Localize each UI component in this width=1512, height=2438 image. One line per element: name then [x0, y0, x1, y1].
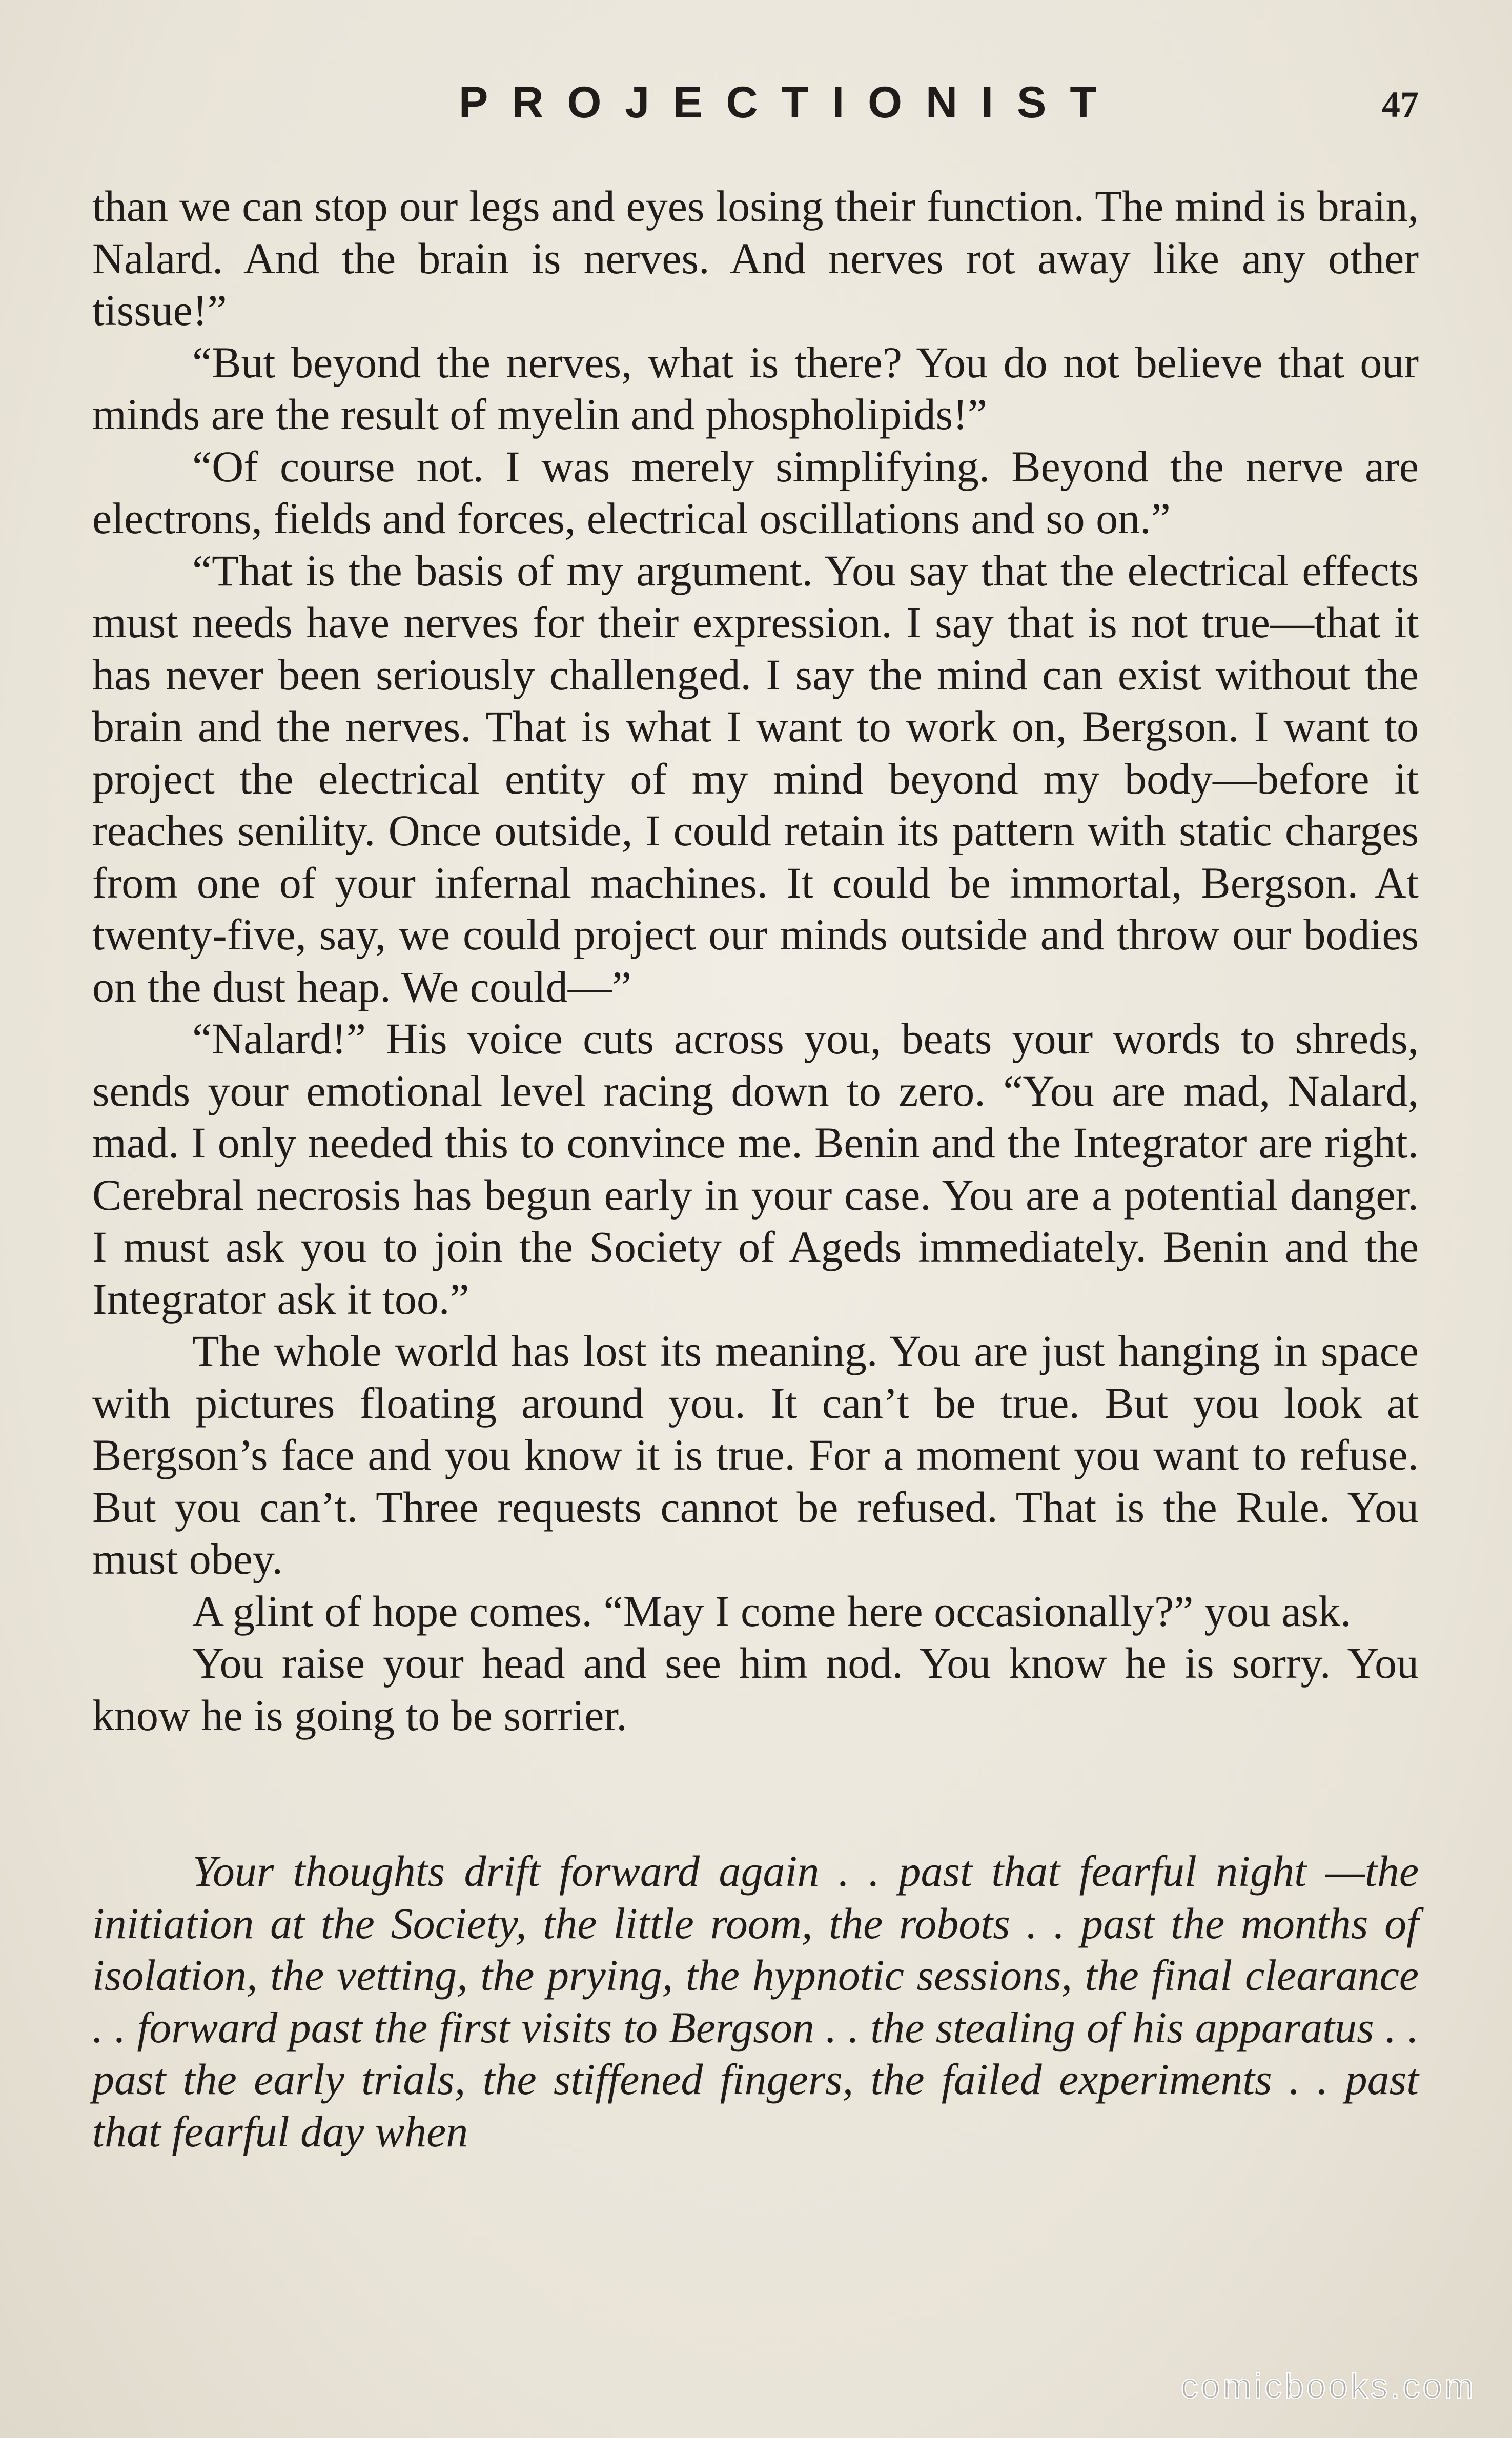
- paragraph-8: You raise your head and see him nod. You know he is sorry. You know he is going to be sorrier.: [92, 1638, 1419, 1740]
- paragraph-3: “Of course not. I was merely simplifying. Beyond the nerve are electrons, fields and forces, electrical oscillations and so on.”: [92, 441, 1419, 543]
- body-text: [92, 180, 1419, 2158]
- section-break: [92, 1741, 1419, 1845]
- page-header: [0, 77, 1512, 133]
- paragraph-4: “That is the basis of my argument. You say that the electrical effects must needs have nerves for their expression. I say that is not true—that it has never been seriously challenged. I say the mind can exist without the brain and the nerves. That is what I want to work on, Bergson. I want to project the electrical entity of my mind beyond my body—before it reaches senility. Once outside, I could retain its pattern with static charges from one of your infernal machines. It could be immortal, Bergson. At twenty-five, say, we could project our minds outside and throw our bodies on the dust heap. We could—”: [92, 545, 1419, 1011]
- paragraph-5: “Nalard!” His voice cuts across you, beats your words to shreds, sends your emotional level racing down to zero. “You are mad, Nalard, mad. I only needed this to convince me. Benin and the Integrator are right. Cerebral necrosis has begun early in your case. You are a potential danger. I must ask you to join the Society of Ageds immediately. Benin and the Integrator ask it too.”: [92, 1014, 1419, 1324]
- paragraph-7: A glint of hope comes. “May I come here occasionally?” you ask.: [192, 1586, 1352, 1636]
- page-number: 47: [1382, 84, 1419, 125]
- running-title: PROJECTIONIST: [459, 78, 1120, 127]
- paragraph-2: “But beyond the nerves, what is there? You do not believe that our minds are the result of myelin and phospholipids!”: [92, 337, 1419, 439]
- italic-paragraph: Your thoughts drift forward again . . past that fearful night —the initiation at the Society, the little room, the robots . . past the months of isolation, the vetting, the prying, the hypnotic sessions, the final clearance . . forward past the first visits to Bergson . . the stealing of his apparatus . . past the early trials, the stiffened fingers, the failed experiments . . past that fearful day when: [92, 1846, 1419, 2156]
- watermark: comicbooks.com: [1180, 2367, 1476, 2406]
- paragraph-1: than we can stop our legs and eyes losing their function. The mind is brain, Nalard. And the brain is nerves. And nerves rot away like any other tissue!”: [92, 181, 1419, 335]
- paragraph-6: The whole world has lost its meaning. You are just hanging in space with pictures floating around you. It can’t be true. But you look at Bergson’s face and you know it is true. For a moment you want to refuse. But you can’t. Three requests cannot be refused. That is the Rule. You must obey.: [92, 1326, 1419, 1583]
